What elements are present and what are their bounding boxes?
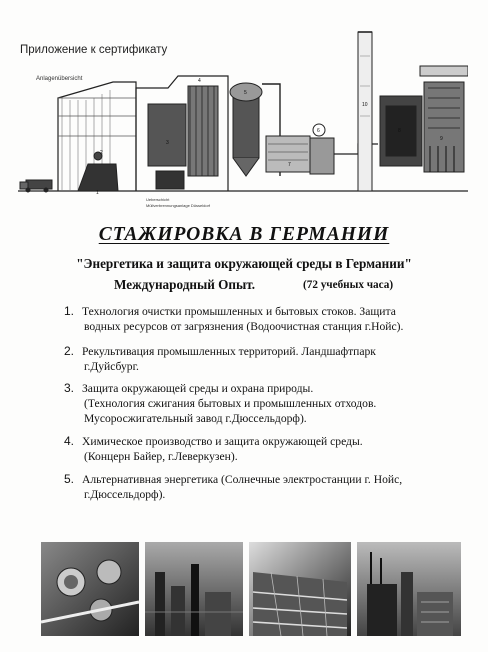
diagram-marker-3: 3 [166, 140, 169, 146]
diagram-marker-7: 7 [288, 162, 291, 168]
item-text: (Концерн Байер, г.Леверкузен). [84, 450, 238, 463]
item-text: г.Дюссельдорф). [84, 488, 166, 501]
photo-landscape-park [145, 542, 243, 636]
diagram-marker-4: 4 [198, 78, 201, 84]
item-text: Мусоросжигательный завод г.Дюссельдорф). [84, 412, 307, 425]
item-text: Альтернативная энергетика (Солнечные электростанции г. Нойс, [82, 473, 403, 486]
item-number: 3. [64, 381, 75, 395]
item-number: 5. [64, 472, 75, 486]
diagram-marker-2: 2 [100, 150, 103, 156]
item-text: (Технология сжигания бытовых и промышленных отходов. [84, 397, 377, 410]
diagram-marker-10: 10 [362, 102, 368, 108]
page-title: СТАЖИРОВКА В ГЕРМАНИИ [98, 224, 390, 245]
item-number: 4. [64, 434, 75, 448]
diagram-marker-5: 5 [244, 90, 247, 96]
item-text: г.Дуйсбург. [84, 360, 139, 373]
item-number: 1. [64, 304, 75, 318]
photo-chemical-plant [357, 542, 461, 636]
item-number: 2. [64, 344, 75, 358]
photo-strip [41, 542, 461, 636]
item-text: Защита окружающей среды и охрана природы. [82, 382, 314, 395]
diagram-marker-1: 1 [96, 190, 99, 196]
item-text: водных ресурсов от загрязнения (Водоочистная станция г.Нойс). [84, 320, 404, 333]
diagram-caption-2: Müllverbrennungsanlage Düsseldorf [146, 203, 211, 208]
item-text: Технология очистки промышленных и бытовых стоков. Защита [82, 305, 396, 318]
appendix-label: Приложение к сертификату [20, 44, 168, 56]
diagram-label: Anlagenübersicht [36, 76, 83, 82]
photo-water-treatment [41, 542, 139, 636]
subtitle-line1: "Энергетика и защита окружающей среды в Германии" [76, 256, 412, 271]
item-text: Химическое производство и защита окружающей среды. [82, 435, 363, 448]
diagram-caption-1: Ueberschicht [146, 197, 170, 202]
photo-solar-plant [249, 542, 351, 636]
diagram-marker-6: 6 [317, 128, 320, 134]
diagram-marker-9: 9 [440, 136, 443, 142]
item-text: Рекультивация промышленных территорий. Ландшафтпарк [82, 345, 376, 358]
hours-label: (72 учебных часа) [303, 279, 394, 291]
diagram-marker-8: 8 [398, 128, 401, 134]
subtitle-line2: Международный Опыт. [114, 277, 256, 292]
